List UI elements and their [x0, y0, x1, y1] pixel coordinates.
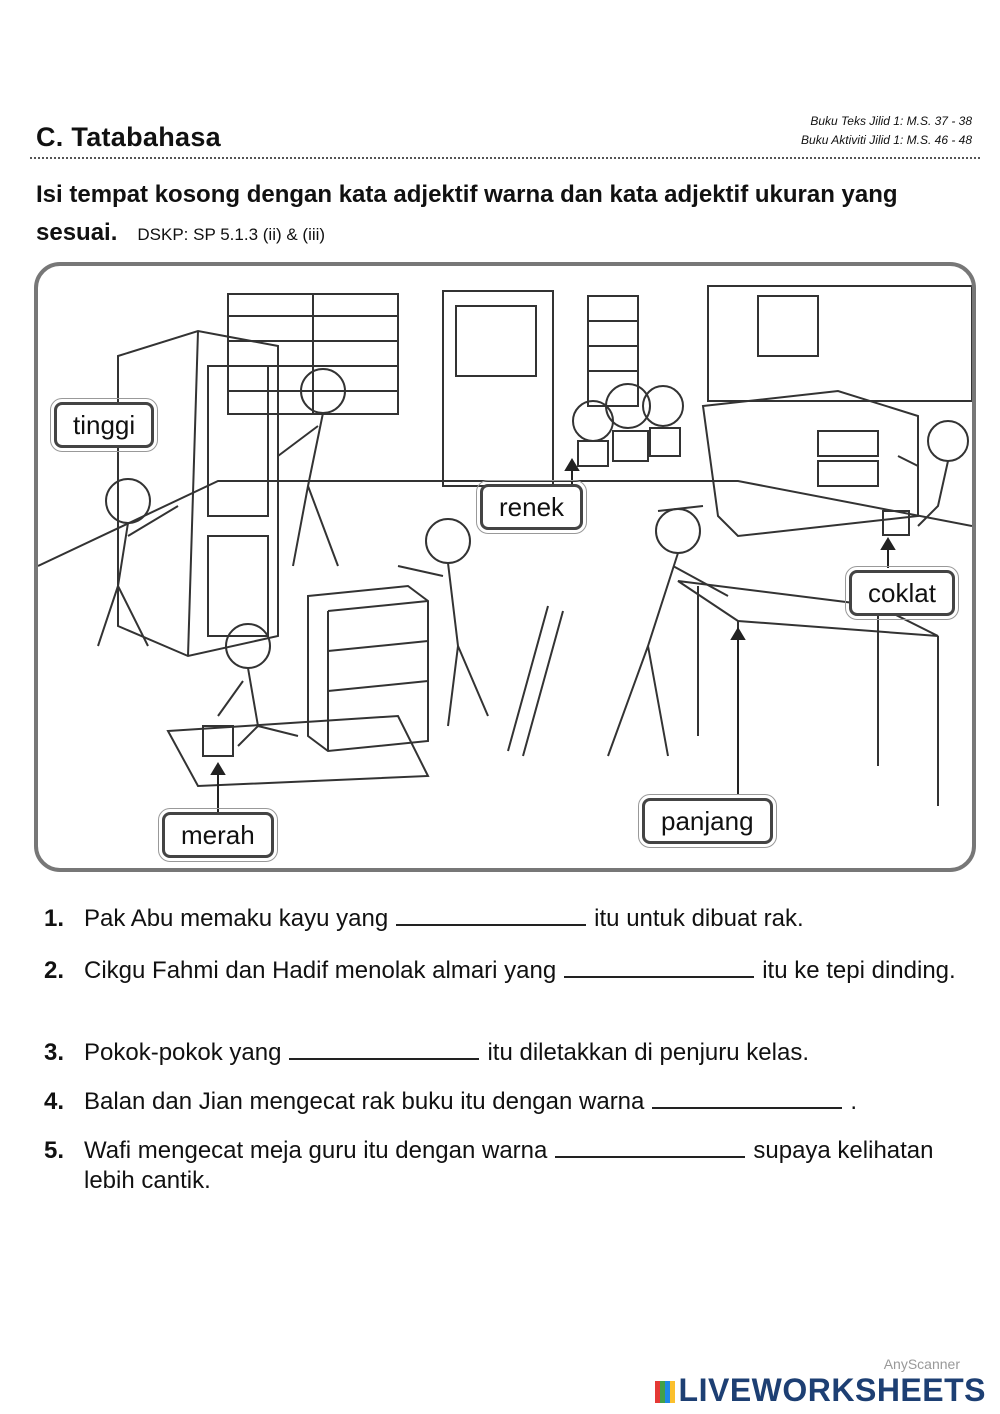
- question-text-after: itu ke tepi dinding.: [762, 957, 956, 984]
- section-title: C. Tatabahasa: [36, 122, 221, 152]
- answer-blank[interactable]: [564, 958, 754, 978]
- text-book-reference: Buku Teks Jilid 1: M.S. 37 - 38: [810, 114, 972, 128]
- question-text-before: Balan dan Jian mengecat rak buku itu dengan warna: [84, 1088, 645, 1115]
- dskp-reference: DSKP: SP 5.1.3 (ii) & (iii): [137, 225, 326, 244]
- question-text-after: .: [850, 1088, 858, 1115]
- word-box-panjang: panjang: [642, 798, 773, 844]
- brand-text: LIVEWORKSHEETS: [678, 1372, 986, 1408]
- word-box-coklat: coklat: [849, 570, 955, 616]
- question-text-before: Pak Abu memaku kayu yang: [84, 905, 389, 932]
- word-box-tinggi: tinggi: [54, 402, 154, 448]
- question-text-before: Wafi mengecat meja guru itu dengan warna: [84, 1137, 548, 1164]
- question-text-after: supaya kelihatan lebih cantik.: [84, 1137, 934, 1194]
- answer-blank[interactable]: [289, 1040, 479, 1060]
- question-number: 4.: [44, 1088, 65, 1115]
- question-text-after: itu diletakkan di penjuru kelas.: [487, 1039, 809, 1066]
- question-number: 2.: [44, 957, 65, 984]
- liveworksheets-logo: [655, 1372, 986, 1409]
- word-box-merah: merah: [162, 812, 274, 858]
- instruction: [36, 176, 986, 254]
- book-references: [801, 112, 972, 150]
- classroom-scene: [38, 266, 972, 868]
- answer-blank[interactable]: [652, 1089, 842, 1109]
- question-number: 3.: [44, 1039, 65, 1066]
- question-text-before: Pokok-pokok yang: [84, 1039, 282, 1066]
- header-divider: [30, 157, 980, 159]
- question-number: 5.: [44, 1137, 65, 1164]
- question-text-after: itu untuk dibuat rak.: [594, 905, 804, 932]
- scanner-watermark: AnyScanner: [883, 1356, 960, 1372]
- instruction-text: Isi tempat kosong dengan kata adjektif warna dan kata adjektif ukuran yang sesuai.: [36, 181, 898, 246]
- liveworksheets-icon: [655, 1381, 675, 1403]
- answer-blank[interactable]: [396, 906, 586, 926]
- word-box-renek: renek: [480, 484, 583, 530]
- question-number: 1.: [44, 905, 65, 932]
- classroom-illustration: [34, 262, 976, 872]
- activity-book-reference: Buku Aktiviti Jilid 1: M.S. 46 - 48: [801, 133, 972, 147]
- question-text-before: Cikgu Fahmi dan Hadif menolak almari yang: [84, 957, 557, 984]
- answer-blank[interactable]: [555, 1138, 745, 1158]
